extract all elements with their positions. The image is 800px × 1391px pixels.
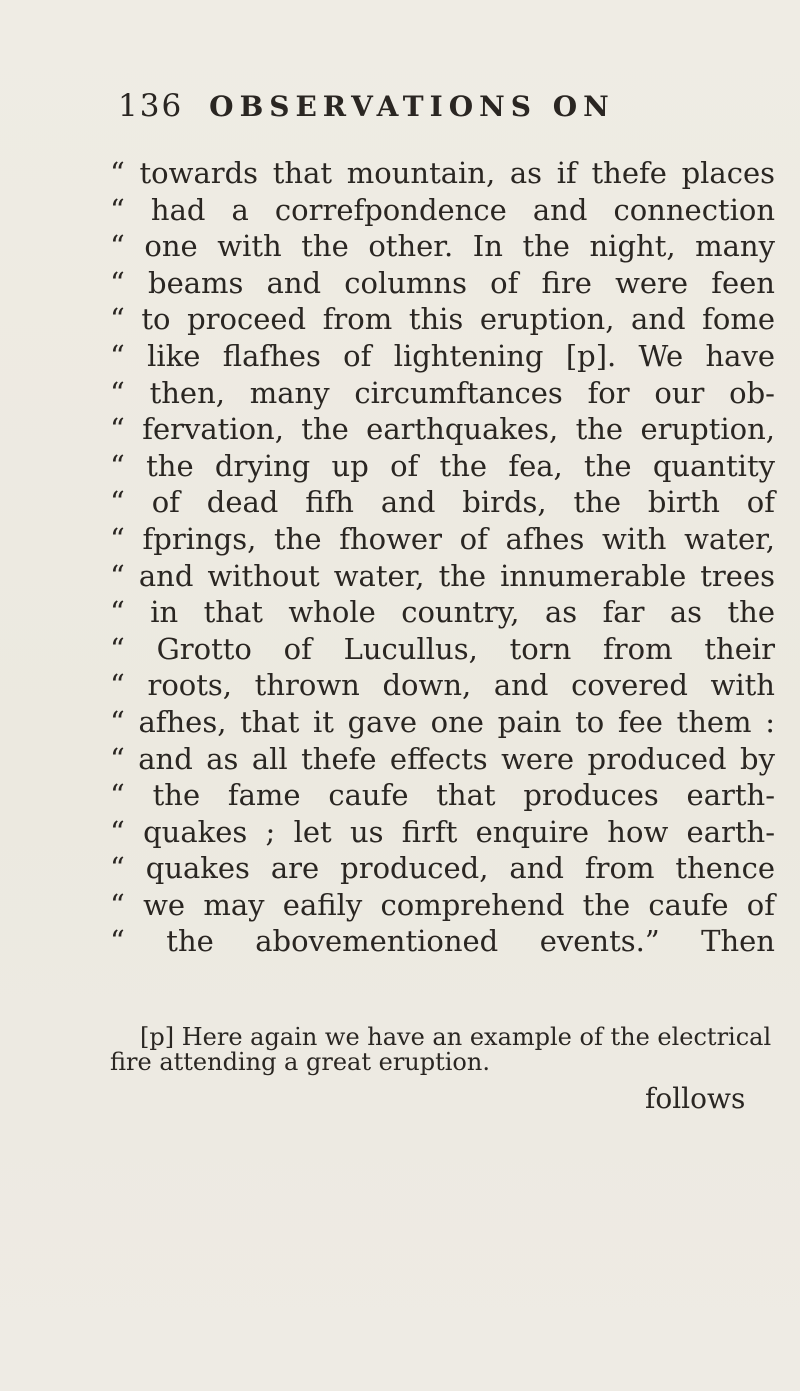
- text-line: “ fprings, the fhower of afhes with water,: [110, 521, 775, 556]
- page-number: 136: [118, 88, 184, 124]
- text-line: “ one with the other. In the night, many: [110, 229, 775, 264]
- page-header: [118, 88, 615, 132]
- footnote: [110, 1025, 770, 1075]
- footnote-line: [p] Here again we have an example of the electrical: [140, 1023, 772, 1051]
- text-line: “ towards that mountain, as if thefe places: [110, 156, 775, 190]
- text-line: “ we may eafily comprehend the caufe of: [110, 887, 775, 922]
- text-line: “ roots, thrown down, and covered with: [110, 668, 775, 703]
- text-line: “ quakes are produced, and from thence: [110, 851, 775, 886]
- text-line: “ Grotto of Lucullus, torn from their: [110, 631, 775, 666]
- text-line: “ like flafhes of lightening [p]. We have: [110, 338, 775, 373]
- text-line: “ of dead fifh and birds, the birth of: [110, 485, 775, 520]
- text-line: “ the drying up of the fea, the quantity: [110, 448, 775, 483]
- text-line: “ then, many circumftances for our ob-: [110, 375, 775, 410]
- text-line: “ quakes ; let us firft enquire how earth-: [110, 814, 775, 849]
- text-line: “ the fame caufe that produces earth-: [110, 778, 775, 813]
- text-line: “ and as all thefe effects were produced by: [110, 741, 775, 776]
- text-line: “ beams and columns of fire were feen: [110, 265, 775, 300]
- body-text: [110, 155, 775, 960]
- text-line: “ fervation, the earthquakes, the eruption,: [110, 412, 775, 447]
- text-line: “ and without water, the innumerable trees: [110, 558, 775, 593]
- running-head: OBSERVATIONS ON: [209, 90, 615, 123]
- text-line: “ had a correfpondence and connection: [110, 192, 775, 227]
- text-line: “ in that whole country, as far as the: [110, 595, 775, 630]
- text-line: “ the abovementioned events.” Then: [110, 924, 775, 959]
- text-line: “ to proceed from this eruption, and fome: [110, 302, 775, 337]
- catchword: follows: [645, 1082, 746, 1115]
- text-line: “ afhes, that it gave one pain to fee them :: [110, 704, 775, 739]
- footnote-line: fire attending a great eruption.: [110, 1048, 490, 1076]
